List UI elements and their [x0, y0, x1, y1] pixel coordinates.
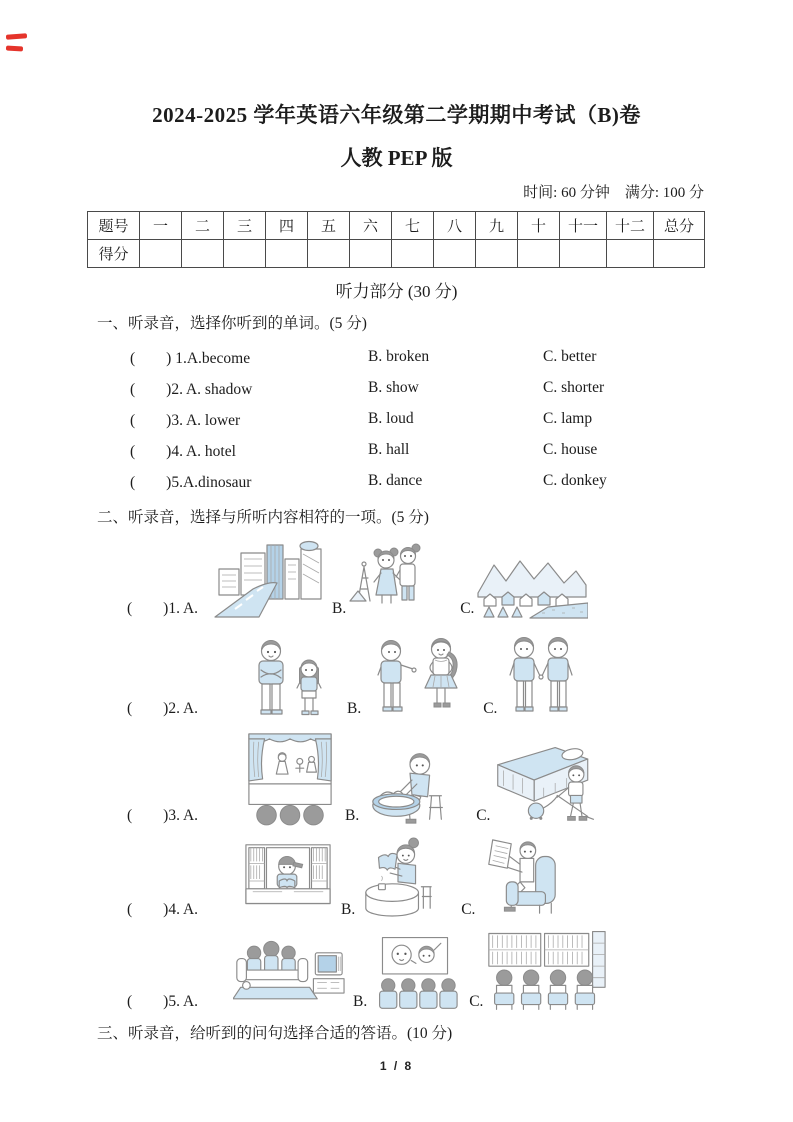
- option-c-label: C.: [461, 901, 476, 918]
- option-c-label: C.: [469, 993, 484, 1010]
- option-b: B. dance: [368, 471, 423, 489]
- option-b-label: B.: [345, 807, 360, 824]
- page-title: 2024-2025 学年英语六年级第二学期期中考试（B)卷: [152, 103, 641, 127]
- score-cell: [476, 240, 518, 268]
- score-cell: [607, 240, 654, 268]
- score-header-cell: 三: [224, 212, 266, 240]
- page-subtitle: 人教 PEP 版: [340, 146, 453, 170]
- score-header-cell: 十二: [607, 212, 654, 240]
- score-header-cell: 九: [476, 212, 518, 240]
- score-header-cell: 八: [434, 212, 476, 240]
- word-choice-row: [130, 403, 793, 434]
- score-header-cell: 七: [392, 212, 434, 240]
- section3-title: 三、听录音，给听到的问句选择合适的答语。(10 分): [97, 1025, 453, 1042]
- score-header-cell: 六: [350, 212, 392, 240]
- option-a: ( )4. A. hotel: [130, 442, 236, 460]
- illustration-man-reading-newspaper-in-armchair: [479, 834, 563, 920]
- score-header-cell: 十: [518, 212, 560, 240]
- option-c: C. better: [543, 347, 597, 365]
- option-a: ( )2. A. shadow: [130, 380, 253, 398]
- option-c-label: C.: [460, 600, 475, 617]
- score-cell: [224, 240, 266, 268]
- word-choice-row: [130, 434, 793, 465]
- option-b: B. show: [368, 378, 419, 396]
- illustration-family-watching-tv: [233, 932, 345, 1012]
- word-choice-row: [130, 341, 793, 372]
- answer-bracket-label: ( )5. A.: [127, 993, 199, 1010]
- picture-row: [127, 629, 793, 719]
- picture-row: [127, 834, 793, 920]
- illustration-puppet-show-with-audience: [245, 729, 335, 826]
- answer-bracket-label: ( )2. A.: [127, 700, 199, 717]
- option-c: C. house: [543, 440, 598, 458]
- score-header-cell: 五: [308, 212, 350, 240]
- score-cell: [560, 240, 607, 268]
- score-cell: [140, 240, 182, 268]
- option-b-label: B.: [353, 993, 368, 1010]
- score-header-cell: 二: [182, 212, 224, 240]
- score-cell: [654, 240, 705, 268]
- score-cell: [518, 240, 560, 268]
- score-row-label: 得分: [88, 240, 140, 268]
- option-b: B. hall: [368, 440, 410, 458]
- answer-bracket-label: ( )4. A.: [127, 901, 199, 918]
- option-c: C. lamp: [543, 409, 593, 427]
- option-b-label: B.: [347, 700, 362, 717]
- illustration-children-visiting-landmarks: [348, 539, 426, 619]
- option-c-label: C.: [483, 700, 498, 717]
- option-a: ( )3. A. lower: [130, 411, 241, 429]
- word-choice-row: [130, 465, 793, 496]
- illustration-students-reading-in-library: [485, 928, 607, 1012]
- listening-part-title: 听力部分 (30 分): [335, 282, 458, 301]
- picture-row: [127, 729, 793, 826]
- score-cell: [182, 240, 224, 268]
- word-choice-row: [130, 372, 793, 403]
- option-b: B. broken: [368, 347, 430, 365]
- answer-bracket-label: ( )1. A.: [127, 600, 199, 617]
- illustration-city-buildings-and-road: [213, 539, 328, 619]
- illustration-girl-reading-at-round-table: [359, 834, 437, 920]
- score-table: [87, 211, 705, 268]
- illustration-boy-reading-in-library: [243, 840, 333, 920]
- illustration-two-boys-holding-hands: [501, 631, 583, 719]
- option-a: ( )5.A.dinosaur: [130, 473, 252, 491]
- score-header-cell: 十一: [560, 212, 607, 240]
- score-table-score-row: [88, 240, 705, 268]
- option-b-label: B.: [341, 901, 356, 918]
- score-cell: [392, 240, 434, 268]
- score-cell: [266, 240, 308, 268]
- score-header-cell: 四: [266, 212, 308, 240]
- page-number: 1 / 8: [379, 1059, 414, 1073]
- score-header-cell: 题号: [88, 212, 140, 240]
- illustration-students-watching-screen: [371, 932, 459, 1012]
- section2-title: 二、听录音，选择与所听内容相符的一项。(5 分): [97, 509, 429, 526]
- illustration-tall-boy-and-short-girl: [241, 631, 333, 719]
- illustration-mountain-village-scene: [476, 555, 588, 619]
- word-choice-list: [0, 341, 793, 496]
- exam-meta: 时间: 60 分钟 满分: 100 分: [523, 185, 704, 201]
- score-cell: [308, 240, 350, 268]
- option-c: C. shorter: [543, 378, 605, 396]
- score-header-cell: 一: [140, 212, 182, 240]
- score-table-header-row: [88, 212, 705, 240]
- section1-title: 一、听录音，选择你听到的单词。(5 分): [97, 315, 367, 332]
- option-c-label: C.: [476, 807, 491, 824]
- score-cell: [434, 240, 476, 268]
- score-cell: [350, 240, 392, 268]
- answer-bracket-label: ( )3. A.: [127, 807, 199, 824]
- score-header-cell: 总分: [654, 212, 705, 240]
- illustration-boy-vacuuming-beside-bed: [492, 738, 604, 826]
- option-b: B. loud: [368, 409, 414, 427]
- illustration-boy-washing-clothes-in-basin: [363, 742, 458, 826]
- picture-row: [127, 539, 793, 619]
- red-pen-marks: [6, 32, 32, 58]
- illustration-boy-talking-to-girl-in-skirt: [365, 629, 471, 719]
- option-a: ( ) 1.A.become: [130, 349, 251, 367]
- picture-row: [127, 928, 793, 1012]
- option-c: C. donkey: [543, 471, 607, 489]
- option-b-label: B.: [332, 600, 347, 617]
